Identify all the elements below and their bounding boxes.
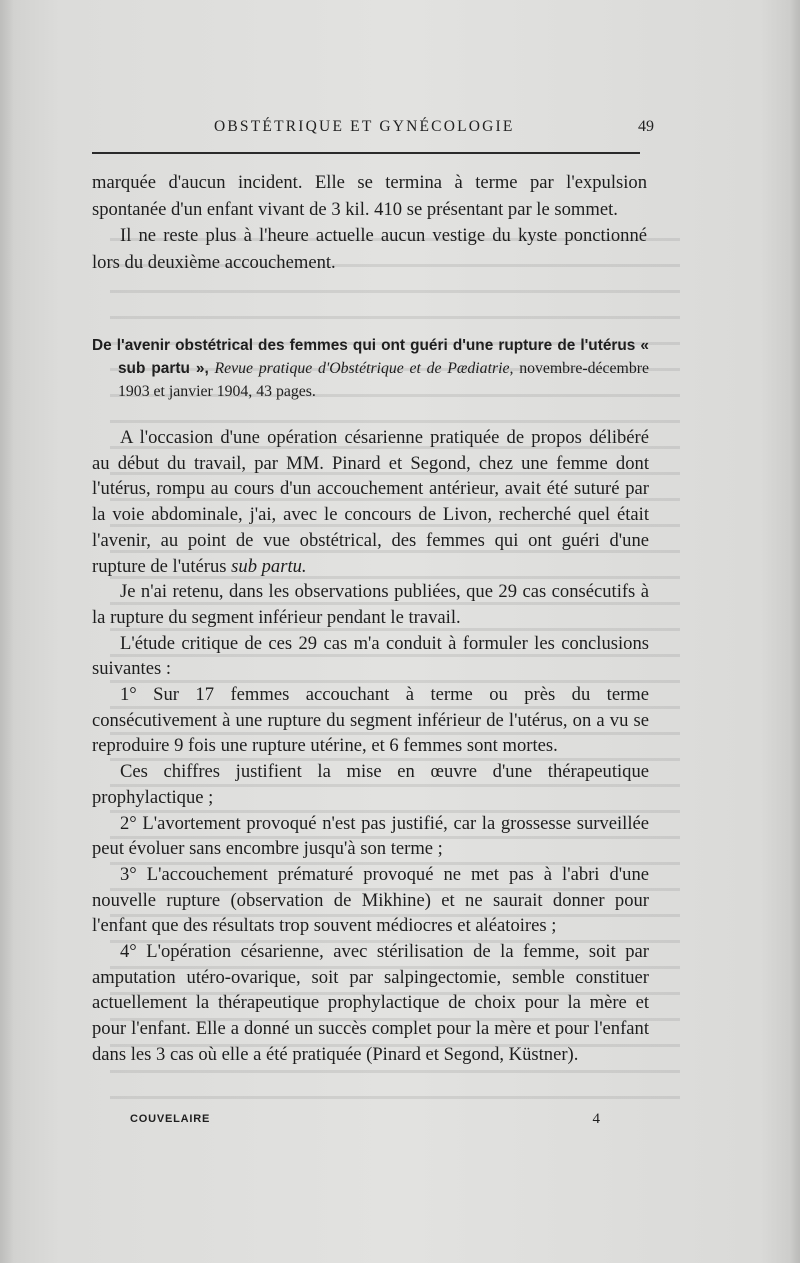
- paragraph: [92, 425, 649, 579]
- intro-paragraph: Il ne reste plus à l'heure actuelle aucun vestige du kyste ponctionné lors du deuxième accouchement.: [92, 225, 647, 273]
- conclusion-3: 3° L'accouchement prématuré provoqué ne met pas à l'abri d'une nouvelle rupture (observation de Mikhine) et ne saurait donner pour l'enfant que des résultats trop souvent médiocres et aléatoires ;: [92, 863, 649, 937]
- conclusion-4: 4° L'opération césarienne, avec stérilisation de la femme, soit par amputation utéro-ovarique, soit par salpingectomie, semble constituer actuellement la thérapeutique prophylactique de choix pour la mère et pour l'enfant. Elle a donné un succès complet pour la mère et pour l'enfant dans les 3 cas où elle a été pratiquée (Pinard et Segond, Küstner).: [92, 941, 649, 1065]
- notice-title: De l'avenir obstétrical des femmes qui ont guéri d'une rupture de l'utérus « sub partu »,: [92, 337, 649, 377]
- conclusion-2: 2° L'avortement provoqué n'est pas justifié, car la grossesse surveillée peut évoluer sans encombre jusqu'à son terme ;: [92, 812, 649, 860]
- conclusion-1: 1° Sur 17 femmes accouchant à terme ou près du terme consécutivement à une rupture du segment inférieur de l'utérus, on a vu se reproduire 9 fois une rupture utérine, et 6 femmes sont mortes.: [92, 684, 649, 757]
- scan-edge-left: [0, 0, 14, 1263]
- paragraph-text: A l'occasion d'une opération césarienne pratiquée de propos délibéré au début du travail, par MM. Pinard et Segond, chez une femme dont l'utérus, rompu au cours d'un accouchement antérieur, avait été suturé par la voie abdominale, j'ai, avec le concours de Livon, recherché quel était l'avenir, au point de vue obstétrical, des femmes qui ont guéri d'une rupture de l'utérus: [92, 427, 649, 577]
- notice-journal: Revue pratique d'Obstétrique et de Pædiatrie,: [214, 360, 514, 377]
- paragraph: Je n'ai retenu, dans les observations publiées, que 29 cas consécutifs à la rupture du segment inférieur pendant le travail.: [92, 581, 649, 628]
- paragraph: L'étude critique de ces 29 cas m'a conduit à formuler les conclusions suivantes :: [92, 632, 649, 680]
- scan-edge-right: [790, 0, 800, 1263]
- notice-paragraph: [92, 334, 649, 403]
- latin-term: sub partu.: [231, 555, 307, 577]
- header-rule: [92, 152, 640, 154]
- signature-author: COUVELAIRE: [130, 1113, 211, 1125]
- intro-paragraph: marquée d'aucun incident. Elle se termina à terme par l'expulsion spontanée d'un enfant vivant de 3 kil. 410 se présentant par le sommet.: [92, 172, 647, 220]
- page-number: 49: [638, 118, 654, 135]
- intro-text: [92, 170, 647, 276]
- notice-details: novembre-décembre 1903 et janvier 1904, 43 pages.: [118, 360, 650, 400]
- running-head: [92, 118, 654, 140]
- signature-line: [130, 1113, 600, 1133]
- signature-mark: 4: [592, 1111, 600, 1127]
- bibliographic-notice: [92, 334, 649, 403]
- main-text: [92, 425, 649, 1068]
- paragraph: Ces chiffres justifient la mise en œuvre d'une thérapeutique prophylactique ;: [92, 761, 649, 808]
- running-title: OBSTÉTRIQUE ET GYNÉCOLOGIE: [214, 118, 515, 135]
